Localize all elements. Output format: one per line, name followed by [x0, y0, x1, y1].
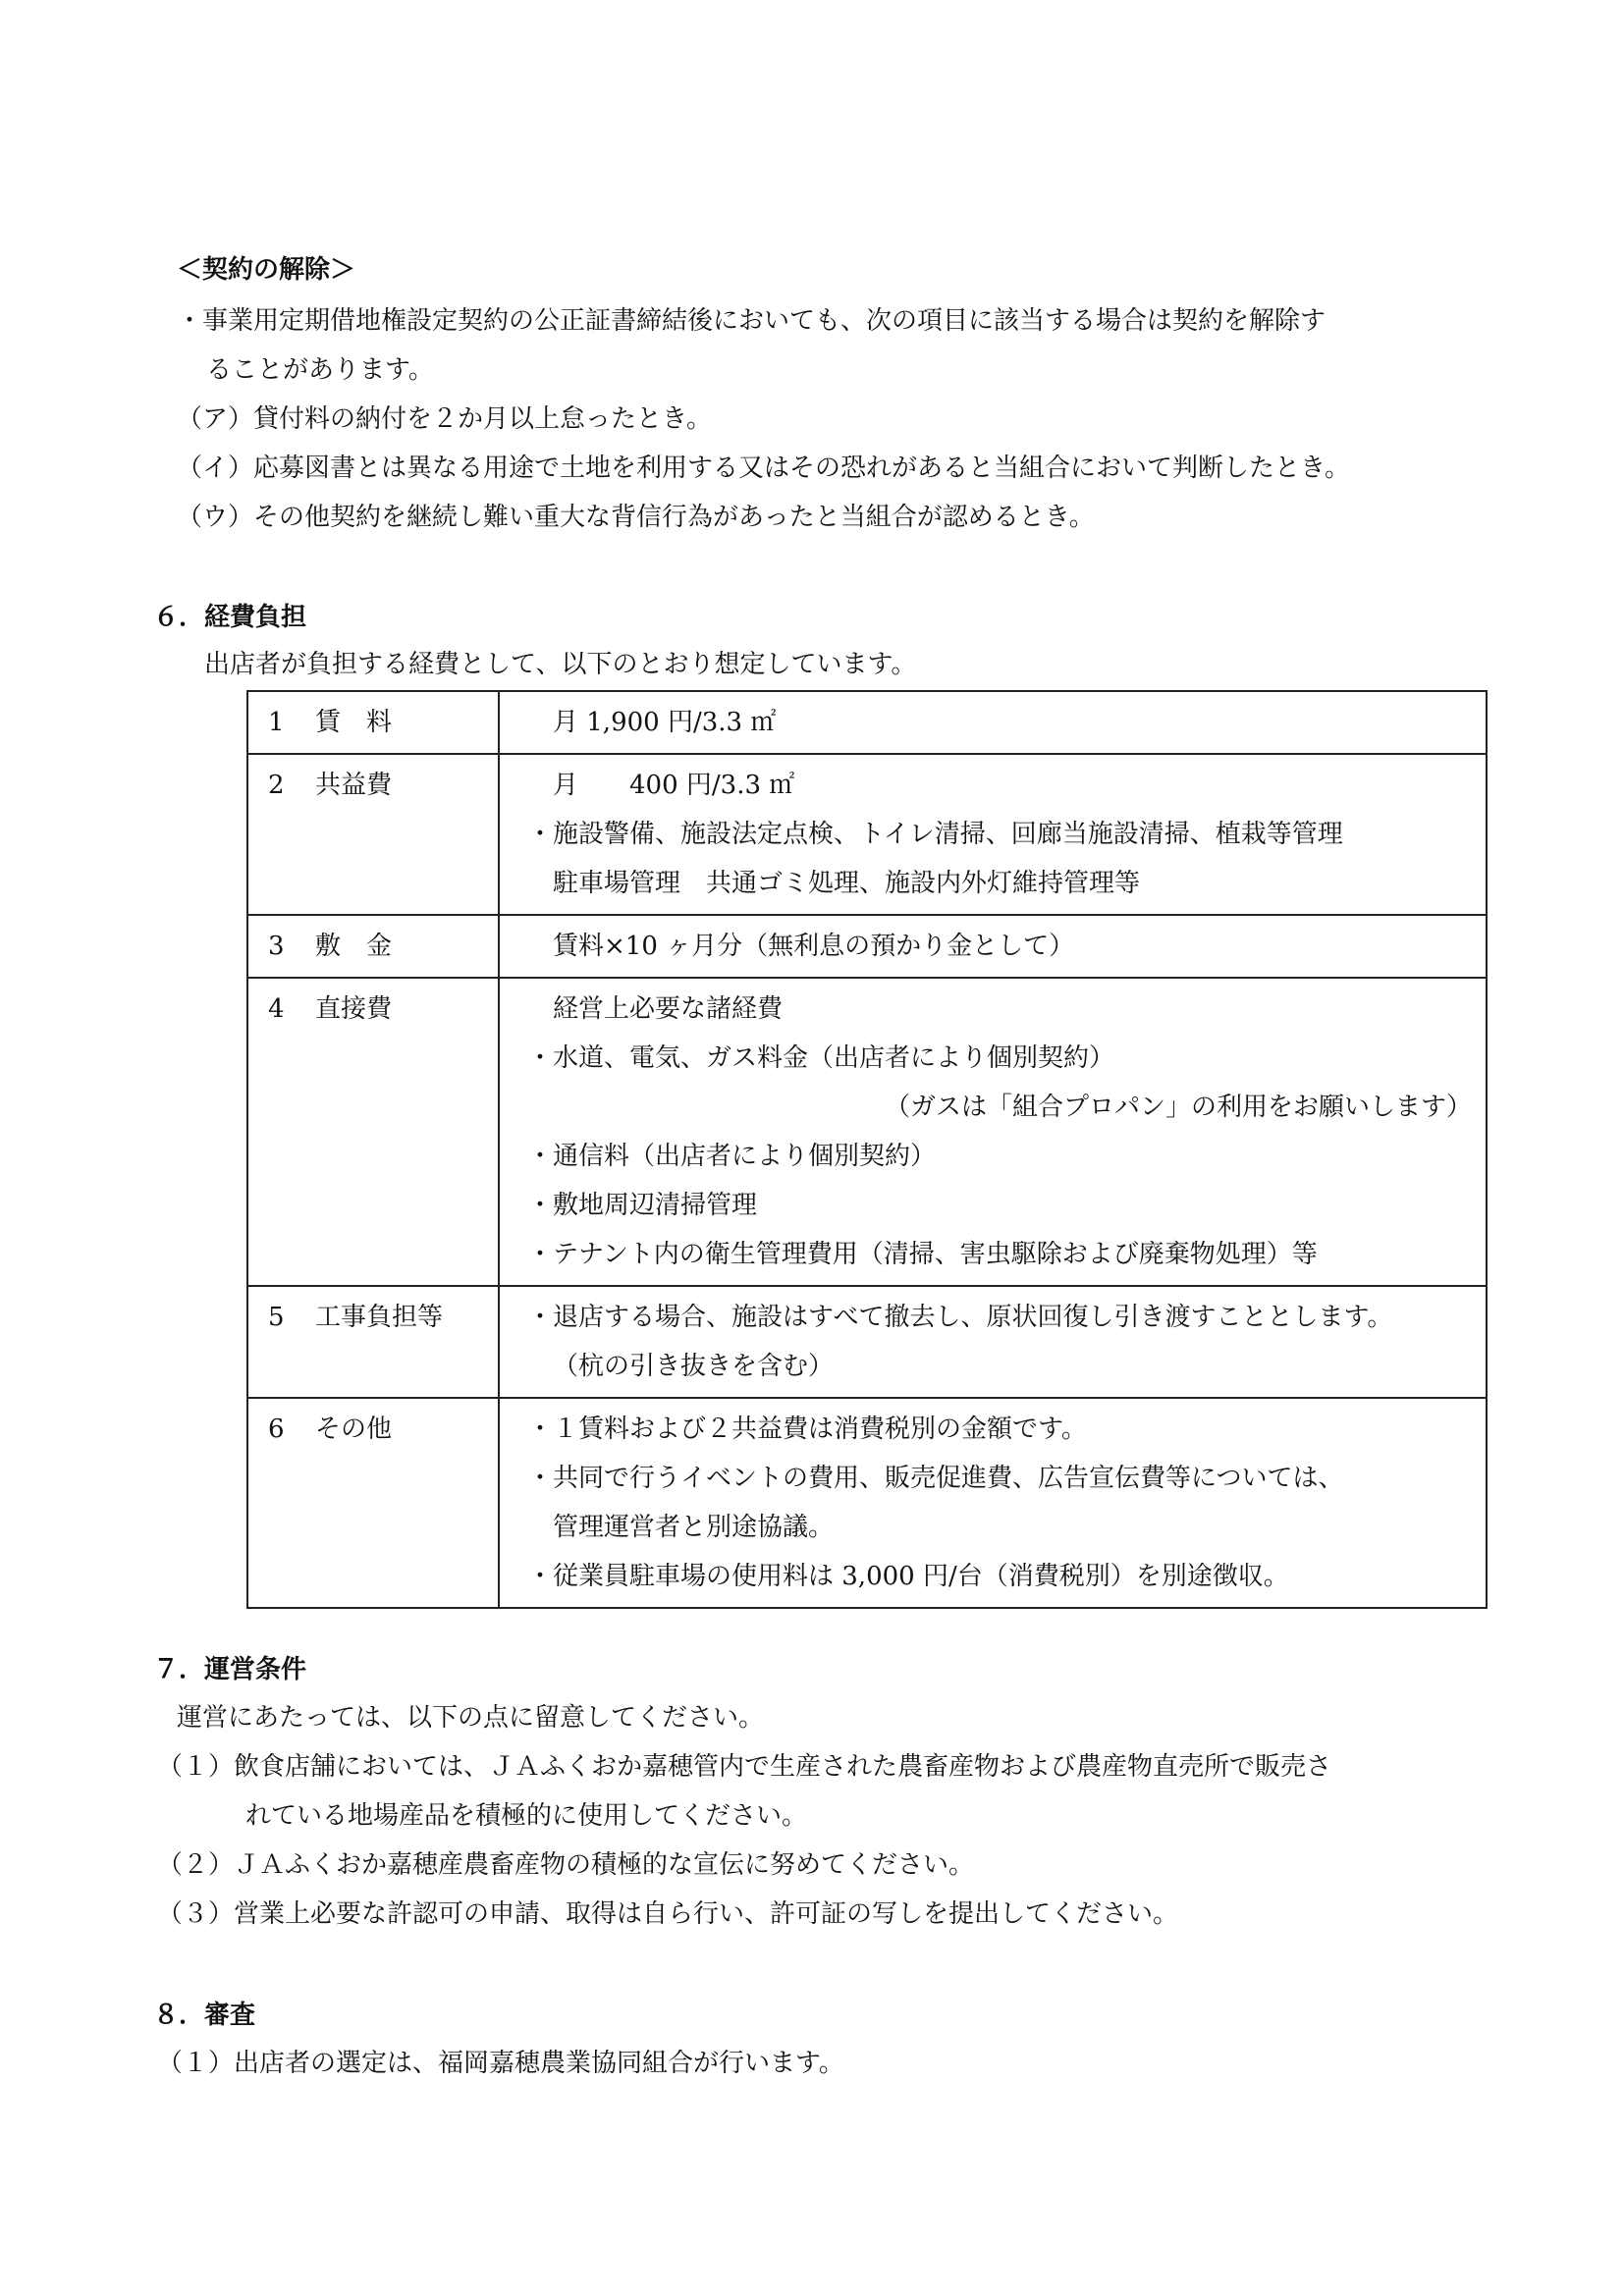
expense-line: （杭の引き抜きを含む） — [553, 1352, 835, 1381]
expense-row-rent — [247, 691, 1487, 754]
expense-label-cell — [247, 1398, 499, 1608]
section7-heading: ７．運営条件 — [153, 1655, 307, 1684]
section7-intro: 運営にあたっては、以下の点に留意してください。 — [177, 1703, 765, 1733]
expense-label-cell — [247, 1286, 499, 1398]
termination-intro-line1: ・事業用定期借地権設定契約の公正証書締結後においても、次の項目に該当する場合は契約を解除す — [177, 306, 1326, 336]
expense-row-label: 工事負担等 — [315, 1303, 444, 1332]
expense-body-cell — [499, 1398, 1487, 1608]
expense-row-number: 2 — [268, 771, 285, 800]
section7-item1-line2: れている地場産品を積極的に使用してください。 — [245, 1801, 808, 1831]
section6-heading: ６．経費負担 — [153, 603, 307, 632]
expense-line: ・共同で行うイベントの費用、販売促進費、広告宣伝費等については、 — [527, 1464, 1344, 1493]
expense-row-deposit — [247, 915, 1487, 978]
expense-line: ・敷地周辺清掃管理 — [527, 1191, 758, 1220]
expense-line: 駐車場管理 共通ゴミ処理、施設内外灯維持管理等 — [553, 869, 1141, 898]
expense-line: 月 400 円/3.3 ㎡ — [553, 771, 795, 800]
termination-item-i: （イ）応募図書とは異なる用途で土地を利用する又はその恐れがあると当組合において判断したとき。 — [177, 454, 1350, 483]
expense-line: 管理運営者と別途協議。 — [553, 1513, 835, 1542]
expense-line: ・施設警備、施設法定点検、トイレ清掃、回廊当施設清掃、植栽等管理 — [527, 820, 1343, 849]
section7-item1-line1: （１）飲食店舗においては、ＪＡふくおか嘉穂管内で生産された農畜産物および農産物直売所で販売さ — [157, 1752, 1332, 1782]
expense-row-common-fee — [247, 754, 1487, 915]
expense-line: 経営上必要な諸経費 — [553, 994, 784, 1024]
expense-row-label: 直接費 — [315, 994, 393, 1024]
expense-row-label: 賃 料 — [315, 708, 393, 737]
expense-body-cell — [499, 691, 1487, 754]
expense-line: ・１賃料および２共益費は消費税別の金額です。 — [527, 1415, 1087, 1444]
expense-row-number: 6 — [268, 1415, 285, 1444]
expense-line: ・水道、電気、ガス料金（出店者により個別契約） — [527, 1043, 1115, 1073]
termination-item-u: （ウ）その他契約を継続し難い重大な背信行為があったと当組合が認めるとき。 — [177, 503, 1095, 532]
expense-row-label: その他 — [315, 1415, 393, 1444]
expense-body-cell — [499, 754, 1487, 915]
expense-line: 月 1,900 円/3.3 ㎡ — [553, 708, 777, 737]
expense-line: ・通信料（出店者により個別契約） — [527, 1142, 937, 1171]
section6-intro: 出店者が負担する経費として、以下のとおり想定しています。 — [204, 650, 917, 679]
section8-item1: （１）出店者の選定は、福岡嘉穂農業協同組合が行います。 — [157, 2049, 844, 2078]
termination-intro-line2: ることがあります。 — [206, 355, 434, 385]
expense-line: 賃料×10 ヶ月分（無利息の預かり金として） — [553, 932, 1075, 961]
expense-label-cell — [247, 754, 499, 915]
expense-line: ・従業員駐車場の使用料は 3,000 円/台（消費税別）を別途徴収。 — [527, 1562, 1289, 1591]
expense-body-cell — [499, 1286, 1487, 1398]
expense-row-construction — [247, 1286, 1487, 1398]
expense-line: ・テナント内の衛生管理費用（清掃、害虫駆除および廃棄物処理）等 — [527, 1240, 1318, 1269]
expense-row-direct-cost — [247, 978, 1487, 1286]
expense-body-cell — [499, 915, 1487, 978]
expense-label-cell — [247, 978, 499, 1286]
expense-table — [246, 690, 1488, 1609]
expense-body-cell — [499, 978, 1487, 1286]
expense-row-number: 3 — [268, 932, 285, 961]
expense-row-label: 敷 金 — [315, 932, 393, 961]
expense-row-label: 共益費 — [315, 771, 393, 800]
expense-line: （ガスは「組合プロパン」の利用をお願いします） — [884, 1093, 1472, 1122]
termination-item-a: （ア）貸付料の納付を２か月以上怠ったとき。 — [177, 404, 712, 434]
expense-label-cell — [247, 915, 499, 978]
section7-item3: （３）営業上必要な許認可の申請、取得は自ら行い、許可証の写しを提出してください。 — [157, 1899, 1179, 1929]
expense-row-other — [247, 1398, 1487, 1608]
section7-item2: （２）ＪＡふくおか嘉穂産農畜産物の積極的な宣伝に努めてください。 — [157, 1850, 975, 1880]
expense-row-number: 1 — [268, 708, 285, 737]
expense-line: ・退店する場合、施設はすべて撤去し、原状回復し引き渡すこととします。 — [527, 1303, 1393, 1332]
expense-label-cell — [247, 691, 499, 754]
termination-title: ＜契約の解除＞ — [177, 255, 356, 285]
section8-heading: ８．審査 — [153, 2001, 256, 2030]
expense-row-number: 4 — [268, 994, 285, 1024]
expense-row-number: 5 — [268, 1303, 285, 1332]
